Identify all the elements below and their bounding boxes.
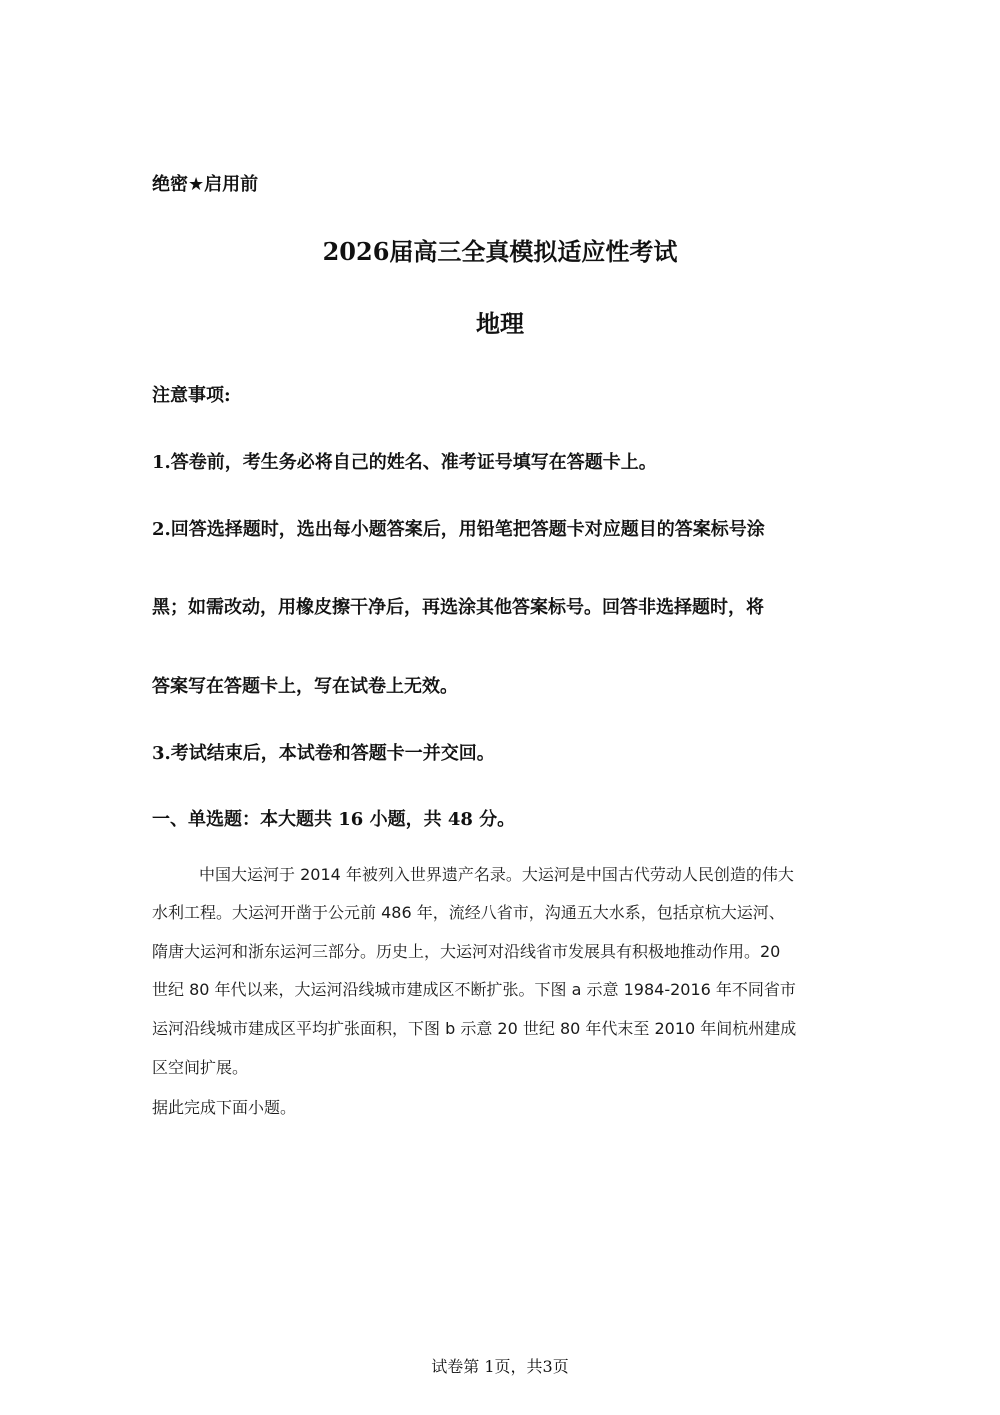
notice-item-2-line-3: 答案写在答题卡上，写在试卷上无效。 xyxy=(152,676,458,697)
passage-line-1: 中国大运河于 2014 年被列入世界遗产名录。大运河是中国古代劳动人民创造的伟大 xyxy=(199,865,794,884)
confidential-label: 绝密★启用前 xyxy=(152,174,259,195)
notice-item-3: 3.考试结束后，本试卷和答题卡一并交回。 xyxy=(152,743,495,764)
notice-heading: 注意事项: xyxy=(152,385,231,406)
passage-line-6: 区空间扩展。 xyxy=(152,1058,249,1077)
notice-item-2-line-1: 2.回答选择题时，选出每小题答案后，用铅笔把答题卡对应题目的答案标号涂 xyxy=(152,519,765,540)
passage-line-5: 运河沿线城市建成区平均扩张面积，下图 b 示意 20 世纪 80 年代末至 2010 年间杭州建成 xyxy=(152,1019,797,1038)
passage-line-3: 隋唐大运河和浙东运河三部分。历史上，大运河对沿线省市发展具有积极地推动作用。20 xyxy=(152,942,781,961)
section-heading: 一、单选题：本大题共 16 小题，共 48 分。 xyxy=(152,809,516,830)
passage-instruction: 据此完成下面小题。 xyxy=(152,1098,297,1117)
notice-item-1: 1.答卷前，考生务必将自己的姓名、准考证号填写在答题卡上。 xyxy=(152,452,657,473)
notice-item-2-line-2: 黑；如需改动，用橡皮擦干净后，再选涂其他答案标号。回答非选择题时，将 xyxy=(152,597,764,618)
page-footer: 试卷第 1页，共3页 xyxy=(431,1357,569,1376)
subject-title: 地理 xyxy=(476,309,524,338)
passage-line-4: 世纪 80 年代以来，大运河沿线城市建成区不断扩张。下图 a 示意 1984-2016 年不同省市 xyxy=(152,980,796,999)
passage-line-2: 水利工程。大运河开凿于公元前 486 年，流经八省市，沟通五大水系，包括京杭大运河、 xyxy=(152,903,785,922)
exam-title: 2026届高三全真模拟适应性考试 xyxy=(322,237,678,266)
